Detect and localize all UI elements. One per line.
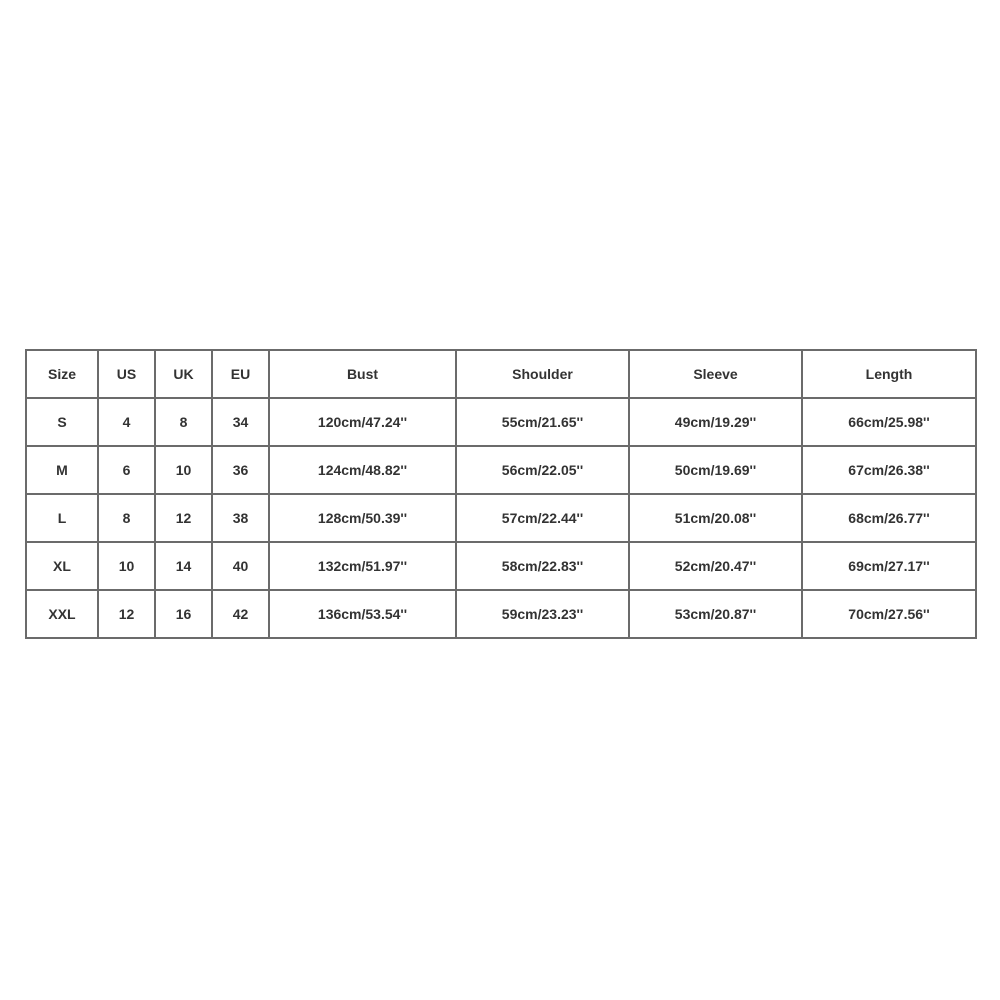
cell-uk: 14: [155, 542, 212, 590]
table-header: [26, 350, 976, 398]
table-row: [26, 542, 976, 590]
cell-shoulder: 58cm/22.83'': [456, 542, 629, 590]
header-shoulder: Shoulder: [456, 350, 629, 398]
cell-us: 10: [98, 542, 155, 590]
cell-eu: 36: [212, 446, 269, 494]
cell-size: S: [26, 398, 98, 446]
cell-length: 66cm/25.98'': [802, 398, 976, 446]
cell-sleeve: 51cm/20.08'': [629, 494, 802, 542]
cell-bust: 128cm/50.39'': [269, 494, 456, 542]
cell-shoulder: 59cm/23.23'': [456, 590, 629, 638]
cell-length: 67cm/26.38'': [802, 446, 976, 494]
cell-eu: 38: [212, 494, 269, 542]
cell-eu: 34: [212, 398, 269, 446]
size-chart-table: [25, 349, 977, 639]
cell-length: 70cm/27.56'': [802, 590, 976, 638]
cell-sleeve: 52cm/20.47'': [629, 542, 802, 590]
cell-size: L: [26, 494, 98, 542]
header-eu: EU: [212, 350, 269, 398]
table-row: [26, 590, 976, 638]
cell-length: 69cm/27.17'': [802, 542, 976, 590]
cell-bust: 136cm/53.54'': [269, 590, 456, 638]
cell-uk: 8: [155, 398, 212, 446]
table-row: [26, 494, 976, 542]
cell-uk: 16: [155, 590, 212, 638]
cell-shoulder: 57cm/22.44'': [456, 494, 629, 542]
cell-bust: 124cm/48.82'': [269, 446, 456, 494]
cell-size: XL: [26, 542, 98, 590]
header-sleeve: Sleeve: [629, 350, 802, 398]
header-row: [26, 350, 976, 398]
table-body: [26, 398, 976, 638]
header-bust: Bust: [269, 350, 456, 398]
cell-sleeve: 49cm/19.29'': [629, 398, 802, 446]
cell-us: 6: [98, 446, 155, 494]
header-uk: UK: [155, 350, 212, 398]
cell-length: 68cm/26.77'': [802, 494, 976, 542]
cell-us: 4: [98, 398, 155, 446]
cell-uk: 12: [155, 494, 212, 542]
cell-sleeve: 50cm/19.69'': [629, 446, 802, 494]
cell-shoulder: 55cm/21.65'': [456, 398, 629, 446]
cell-us: 12: [98, 590, 155, 638]
table-row: [26, 446, 976, 494]
header-us: US: [98, 350, 155, 398]
cell-shoulder: 56cm/22.05'': [456, 446, 629, 494]
cell-us: 8: [98, 494, 155, 542]
cell-uk: 10: [155, 446, 212, 494]
cell-bust: 120cm/47.24'': [269, 398, 456, 446]
cell-bust: 132cm/51.97'': [269, 542, 456, 590]
cell-size: M: [26, 446, 98, 494]
header-size: Size: [26, 350, 98, 398]
header-length: Length: [802, 350, 976, 398]
table-row: [26, 398, 976, 446]
cell-eu: 40: [212, 542, 269, 590]
cell-sleeve: 53cm/20.87'': [629, 590, 802, 638]
cell-size: XXL: [26, 590, 98, 638]
cell-eu: 42: [212, 590, 269, 638]
